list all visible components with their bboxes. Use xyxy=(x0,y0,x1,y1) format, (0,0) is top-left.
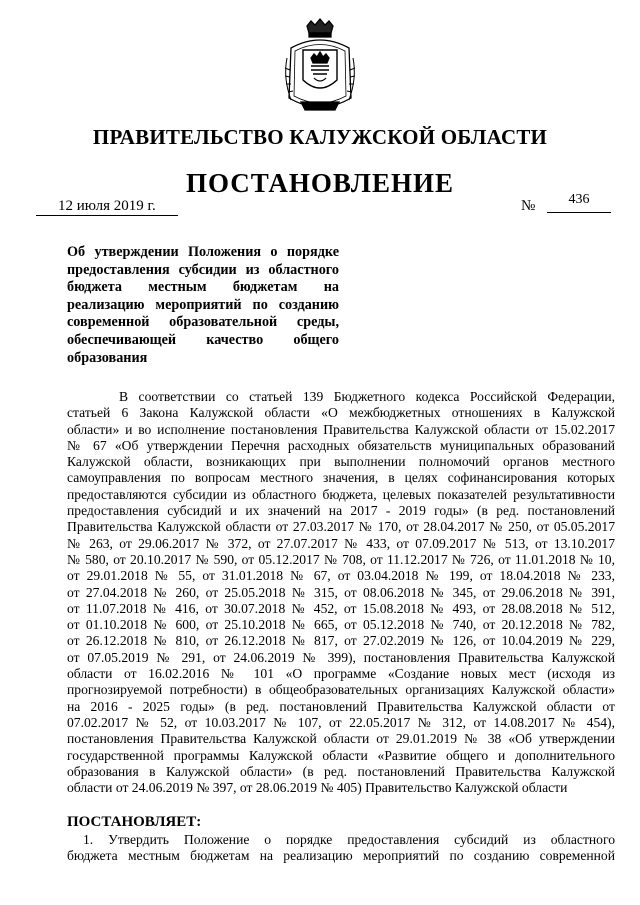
body-line: самоуправления по вопросам местного значения, в целях софинансирования которых xyxy=(67,470,615,486)
subject-line: предоставления субсидии из областного xyxy=(67,261,339,278)
document-date: 12 июля 2019 г. xyxy=(36,197,178,216)
resolution-item-1 xyxy=(67,832,615,865)
document-type: ПОСТАНОВЛЕНИЕ xyxy=(185,168,455,198)
body-line: области от 24.06.2019 № 397, от 28.06.2019 № 405) Правительство Калужской области xyxy=(67,780,568,796)
preamble-text xyxy=(67,389,615,796)
body-line: образования в Калужской области» (в ред. постановлений Правительства Калужской xyxy=(67,763,615,779)
body-line: от 29.01.2018 № 55, от 31.01.2018 № 67, от 03.04.2018 № 199, от 18.04.2018 № 233, xyxy=(67,568,615,584)
body-line: № 263, от 29.06.2017 № 372, от 27.07.2017 № 433, от 07.09.2017 № 513, от 13.10.2017 xyxy=(67,535,615,551)
subject-line: бюджета местным бюджетам на xyxy=(67,279,339,296)
body-line: от 27.04.2018 № 260, от 25.05.2018 № 315, от 08.06.2018 № 345, от 29.06.2018 № 391, xyxy=(67,584,615,600)
subject-line: реализацию мероприятий по созданию xyxy=(67,296,339,313)
body-line: на 2016 - 2025 годы» (в ред. постановлений Правительства Калужской области от xyxy=(67,698,615,714)
body-line: 07.02.2017 № 52, от 10.03.2017 № 107, от 22.05.2017 № 312, от 14.08.2017 № 454), xyxy=(67,714,615,730)
body-line: от 26.12.2018 № 810, от 26.12.2018 № 817, от 27.02.2019 № 126, от 10.04.2019 № 229, xyxy=(67,633,615,649)
body-line: № 67 «Об утверждении Перечня расходных обязательств муниципальных образований xyxy=(67,437,615,453)
subject-line: современной образовательной среды, xyxy=(67,314,339,331)
body-line: статьей 6 Закона Калужской области «О межбюджетных отношениях в Калужской xyxy=(67,405,615,421)
number-sign: № xyxy=(521,198,536,214)
body-line: от 07.05.2019 № 291, от 24.06.2019 № 399), постановления Правительства Калужской xyxy=(67,649,615,665)
body-line: области от 16.02.2016 № 101 «О программе «Создание новых мест (исходя из xyxy=(67,666,615,682)
document-number: 436 xyxy=(547,191,611,213)
body-line: предоставления субсидий и их значений на 2017 - 2019 годы» (в ред. постановлений xyxy=(67,503,615,519)
body-line: государственной программы Калужской области «Развитие общего и дополнительного xyxy=(67,747,615,763)
item-line: бюджета местным бюджетам на реализацию мероприятий по созданию современной xyxy=(67,848,615,864)
body-line: предоставляются субсидии из областного бюджета, целевых показателей результативности xyxy=(67,486,615,502)
body-line: В соответствии со статьей 139 Бюджетного кодекса Российской Федерации, xyxy=(119,389,615,404)
body-line: от 11.07.2018 № 416, от 30.07.2018 № 452, от 15.08.2018 № 493, от 28.08.2018 № 512, xyxy=(67,600,615,616)
coat-of-arms-icon xyxy=(281,18,359,116)
item-line: 1. Утвердить Положение о порядке предоставления субсидий из областного xyxy=(83,832,615,847)
body-line: области» и во исполнение постановления Правительства Калужской области от 15.02.2017 xyxy=(67,421,615,437)
subject-line: обеспечивающей качество общего xyxy=(67,331,339,348)
body-line: № 580, от 20.10.2017 № 590, от 05.12.2017 № 708, от 11.12.2017 № 726, от 11.01.2018 № 10, xyxy=(67,551,615,567)
document-subject xyxy=(67,244,339,367)
subject-line: образования xyxy=(67,349,148,366)
resolution-heading: ПОСТАНОВЛЯЕТ: xyxy=(67,814,202,830)
body-line: Калужской области, возникающих при выполнении полномочий органов местного xyxy=(67,454,615,470)
government-name: ПРАВИТЕЛЬСТВО КАЛУЖСКОЙ ОБЛАСТИ xyxy=(92,125,548,149)
subject-line: Об утверждении Положения о порядке xyxy=(67,244,339,260)
body-line: прогнозируемой потребности) в общеобразовательных организациях Калужской области» xyxy=(67,682,615,698)
body-line: постановления Правительства Калужской области от 29.01.2019 № 38 «Об утверждении xyxy=(67,731,615,747)
body-line: от 01.10.2018 № 600, от 25.10.2018 № 665, от 05.12.2018 № 740, от 20.12.2018 № 782, xyxy=(67,617,615,633)
body-line: Правительства Калужской области от 27.03.2017 № 170, от 28.04.2017 № 250, от 05.05.2017 xyxy=(67,519,615,535)
